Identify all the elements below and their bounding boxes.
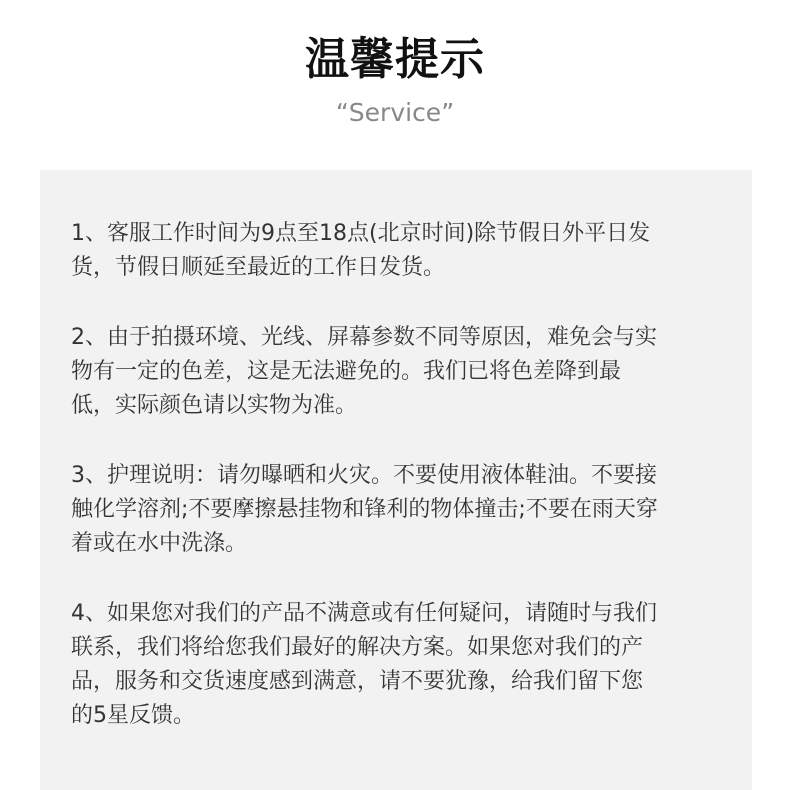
notice-color-difference: 2、由于拍摄环境、光线、屏幕参数不同等原因，难免会与实 物有一定的色差，这是无法避免的。我们已将色差降到最 低，实际颜色请以实物为准。 xyxy=(71,325,657,418)
notice-care-instructions: 3、护理说明：请勿曝晒和火灾。不要使用液体鞋油。不要接 触化学溶剂;不要摩擦悬挂物和锋利的物体撞击;不要在雨天穿 着或在水中洗涤。 xyxy=(71,463,658,556)
page-title: 温馨提示 xyxy=(305,34,485,85)
notice-service-hours: 1、客服工作时间为9点至18点(北京时间)除节假日外平日发 货，节假日顺延至最近的工作日发货。 xyxy=(71,221,651,280)
notice-panel xyxy=(40,170,752,790)
page-subtitle: “Service” xyxy=(335,98,455,127)
notice-feedback: 4、如果您对我们的产品不满意或有任何疑问，请随时与我们 联系，我们将给您我们最好的解决方案。如果您对我们的产 品，服务和交货速度感到满意，请不要犹豫，给我们留下您 的5星反馈。 xyxy=(71,601,657,728)
